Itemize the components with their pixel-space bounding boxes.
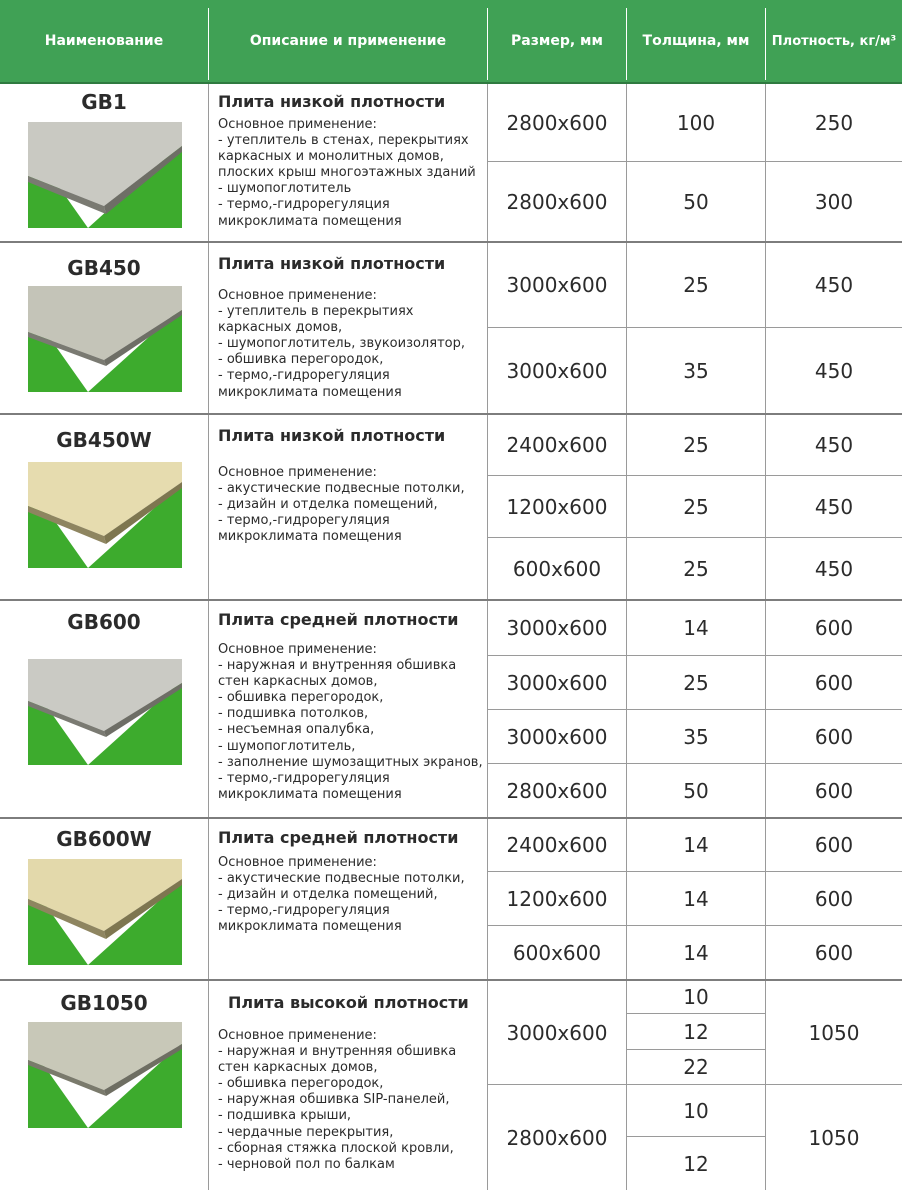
- cell-thickness: 10: [683, 985, 709, 1009]
- product-title: Плита средней плотности: [218, 828, 459, 847]
- cell-size: 600x600: [512, 940, 602, 965]
- cell-size: 3000x600: [506, 616, 608, 640]
- header-description: Описание и применение: [249, 33, 447, 49]
- product-description: Основное применение: - утеплитель в стенах, перекрытиях каркасных и монолитных домов, плоских крыш многоэтажных зданий - шумопоглотитель - термо,-гидрорегуляция микроклимата помещения: [218, 117, 476, 229]
- cell-size: 2800x600: [506, 111, 608, 135]
- cell-density: 450: [814, 273, 854, 297]
- cell-thickness: 50: [683, 778, 709, 803]
- cell-thickness: 14: [683, 940, 709, 965]
- product-title: Плита низкой плотности: [218, 254, 446, 273]
- cell-thickness: 14: [683, 833, 709, 857]
- cell-thickness: 14: [683, 616, 709, 640]
- cell-thickness: 12: [683, 1019, 709, 1044]
- product-name: GB1050: [60, 991, 148, 1015]
- cell-size: 1200x600: [506, 494, 608, 519]
- cell-density: 1050: [808, 1125, 860, 1150]
- cell-size: 3000x600: [506, 358, 608, 383]
- cell-thickness: 35: [683, 358, 709, 383]
- cell-density: 300: [814, 189, 854, 214]
- cell-density: 600: [814, 940, 854, 965]
- cell-thickness: 35: [683, 724, 709, 749]
- product-title: Плита низкой плотности: [218, 426, 446, 445]
- header-density: Плотность, кг/м³: [771, 33, 897, 49]
- product-name: GB450: [67, 256, 141, 280]
- cell-density: 450: [814, 433, 854, 457]
- cell-density: 600: [814, 886, 854, 911]
- cell-thickness: 25: [683, 494, 709, 519]
- cell-thickness: 25: [683, 670, 709, 695]
- cell-thickness: 25: [683, 273, 709, 297]
- product-name: GB450W: [56, 428, 152, 452]
- cell-density: 600: [814, 724, 854, 749]
- board-image: [28, 458, 182, 568]
- cell-density: 450: [814, 556, 854, 581]
- cell-density: 450: [814, 358, 854, 383]
- cell-thickness: 12: [683, 1151, 709, 1176]
- product-name: GB1: [81, 90, 127, 114]
- cell-density: 600: [814, 616, 854, 640]
- cell-size: 3000x600: [506, 1020, 608, 1045]
- product-description: Основное применение: - акустические подвесные потолки, - дизайн и отделка помещений, - термо,-гидрорегуляция микроклимата помещения: [218, 855, 465, 935]
- table-header: [0, 0, 902, 84]
- product-description: Основное применение: - наружная и внутренняя обшивка стен каркасных домов, - обшивка перегородок, - подшивка потолков, - несъемная опалубка, - шумопоглотитель, - заполнение шумозащитных экранов, - термо,-гидрорегуляция микроклимата помещения: [218, 642, 483, 802]
- product-name: GB600W: [56, 827, 152, 851]
- cell-thickness: 25: [683, 433, 709, 457]
- product-name: GB600: [67, 610, 141, 634]
- cell-density: 1050: [808, 1020, 860, 1045]
- cell-thickness: 22: [683, 1055, 709, 1079]
- cell-size: 3000x600: [506, 273, 608, 297]
- cell-density: 600: [814, 670, 854, 695]
- product-title: Плита средней плотности: [218, 610, 459, 629]
- cell-thickness: 100: [676, 111, 716, 135]
- cell-size: 2800x600: [506, 1125, 608, 1150]
- product-title: Плита низкой плотности: [218, 92, 446, 111]
- header-thickness: Толщина, мм: [642, 33, 750, 49]
- board-image: [28, 1018, 182, 1128]
- cell-size: 2800x600: [506, 189, 608, 214]
- cell-density: 600: [814, 778, 854, 803]
- cell-density: 450: [814, 494, 854, 519]
- cell-size: 2400x600: [506, 833, 608, 857]
- cell-thickness: 14: [683, 886, 709, 911]
- cell-thickness: 25: [683, 556, 709, 581]
- board-image: [28, 855, 182, 965]
- cell-size: 3000x600: [506, 724, 608, 749]
- cell-thickness: 10: [683, 1098, 709, 1123]
- board-image: [28, 282, 182, 392]
- cell-thickness: 50: [683, 189, 709, 214]
- header-size: Размер, мм: [511, 33, 603, 49]
- cell-size: 600x600: [512, 556, 602, 581]
- cell-density: 250: [814, 111, 854, 135]
- board-image: [28, 655, 182, 765]
- product-description: Основное применение: - наружная и внутренняя обшивка стен каркасных домов, - обшивка перегородок, - наружная обшивка SIP-панелей, - подшивка крыши, - чердачные перекрытия, - сборная стяжка плоской кровли, - черновой пол по балкам: [218, 1028, 457, 1172]
- cell-size: 3000x600: [506, 670, 608, 695]
- cell-size: 2400x600: [506, 433, 608, 457]
- cell-size: 1200x600: [506, 886, 608, 911]
- grid-line: [208, 84, 209, 1190]
- cell-density: 600: [814, 833, 854, 857]
- product-title: Плита высокой плотности: [228, 993, 469, 1012]
- board-image: [28, 118, 182, 228]
- cell-size: 2800x600: [506, 778, 608, 803]
- product-description: Основное применение: - утеплитель в перекрытиях каркасных домов, - шумопоглотитель, звукоизолятор, - обшивка перегородок, - термо,-гидрорегуляция микроклимата помещения: [218, 288, 465, 400]
- product-description: Основное применение: - акустические подвесные потолки, - дизайн и отделка помещений, - термо,-гидрорегуляция микроклимата помещения: [218, 465, 465, 545]
- header-name: Наименование: [44, 33, 164, 49]
